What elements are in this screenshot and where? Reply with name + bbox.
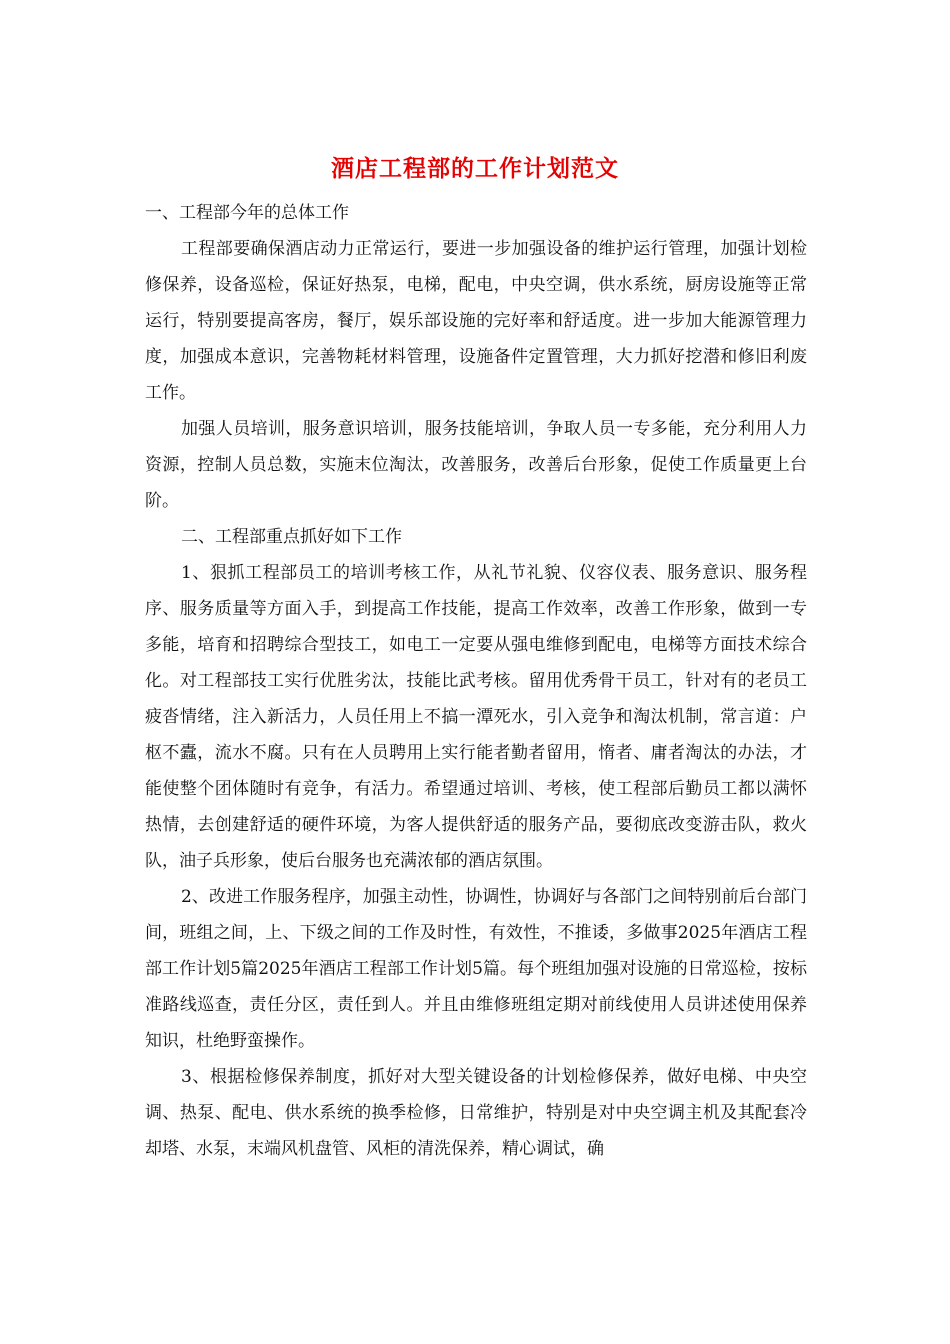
document-body (145, 195, 807, 1167)
section-heading-2: 二、工程部重点抓好如下工作 (181, 527, 402, 547)
paragraph: 2、改进工作服务程序，加强主动性，协调性，协调好与各部门之间特别前后台部门间，班组之间，上、下级之间的工作及时性，有效性，不推诿，多做事2025年酒店工程部工作计划5篇2025年酒店工程部工作计划5篇。每个班组加强对设施的日常巡检，按标准路线巡查，责任分区，责任到人。并且由维修班组定期对前线使用人员讲述使用保养知识，杜绝野蛮操作。 (145, 887, 807, 1051)
paragraph: 加强人员培训，服务意识培训，服务技能培训，争取人员一专多能，充分利用人力资源，控制人员总数，实施末位淘汰，改善服务，改善后台形象，促使工作质量更上台阶。 (145, 419, 807, 511)
paragraph: 工程部要确保酒店动力正常运行，要进一步加强设备的维护运行管理，加强计划检修保养，设备巡检，保证好热泵，电梯，配电，中央空调，供水系统，厨房设施等正常运行，特别要提高客房，餐厅，娱乐部设施的完好率和舒适度。进一步加大能源管理力度，加强成本意识，完善物耗材料管理，设施备件定置管理，大力抓好挖潜和修旧利废工作。 (145, 239, 807, 403)
paragraph: 1、狠抓工程部员工的培训考核工作，从礼节礼貌、仪容仪表、服务意识、服务程序、服务质量等方面入手，到提高工作技能，提高工作效率，改善工作形象，做到一专多能，培育和招聘综合型技工，如电工一定要从强电维修到配电，电梯等方面技术综合化。对工程部技工实行优胜劣汰，技能比武考核。留用优秀骨干员工，针对有的老员工疲沓情绪，注入新活力，人员任用上不搞一潭死水，引入竞争和淘汰机制，常言道：户枢不蠹，流水不腐。只有在人员聘用上实行能者勤者留用，惰者、庸者淘汰的办法，才能使整个团体随时有竞争，有活力。希望通过培训、考核，使工程部后勤员工都以满怀热情，去创建舒适的硬件环境，为客人提供舒适的服务产品，要彻底改变游击队，救火队，油子兵形象，使后台服务也充满浓郁的酒店氛围。 (145, 563, 807, 871)
section-heading-1: 一、工程部今年的总体工作 (145, 203, 349, 223)
document-title: 酒店工程部的工作计划范文 (331, 155, 619, 182)
paragraph: 3、根据检修保养制度，抓好对大型关键设备的计划检修保养，做好电梯、中央空调、热泵、配电、供水系统的换季检修，日常维护，特别是对中央空调主机及其配套冷却塔、水泵，末端风机盘管、风柜的清洗保养，精心调试，确 (145, 1067, 807, 1159)
